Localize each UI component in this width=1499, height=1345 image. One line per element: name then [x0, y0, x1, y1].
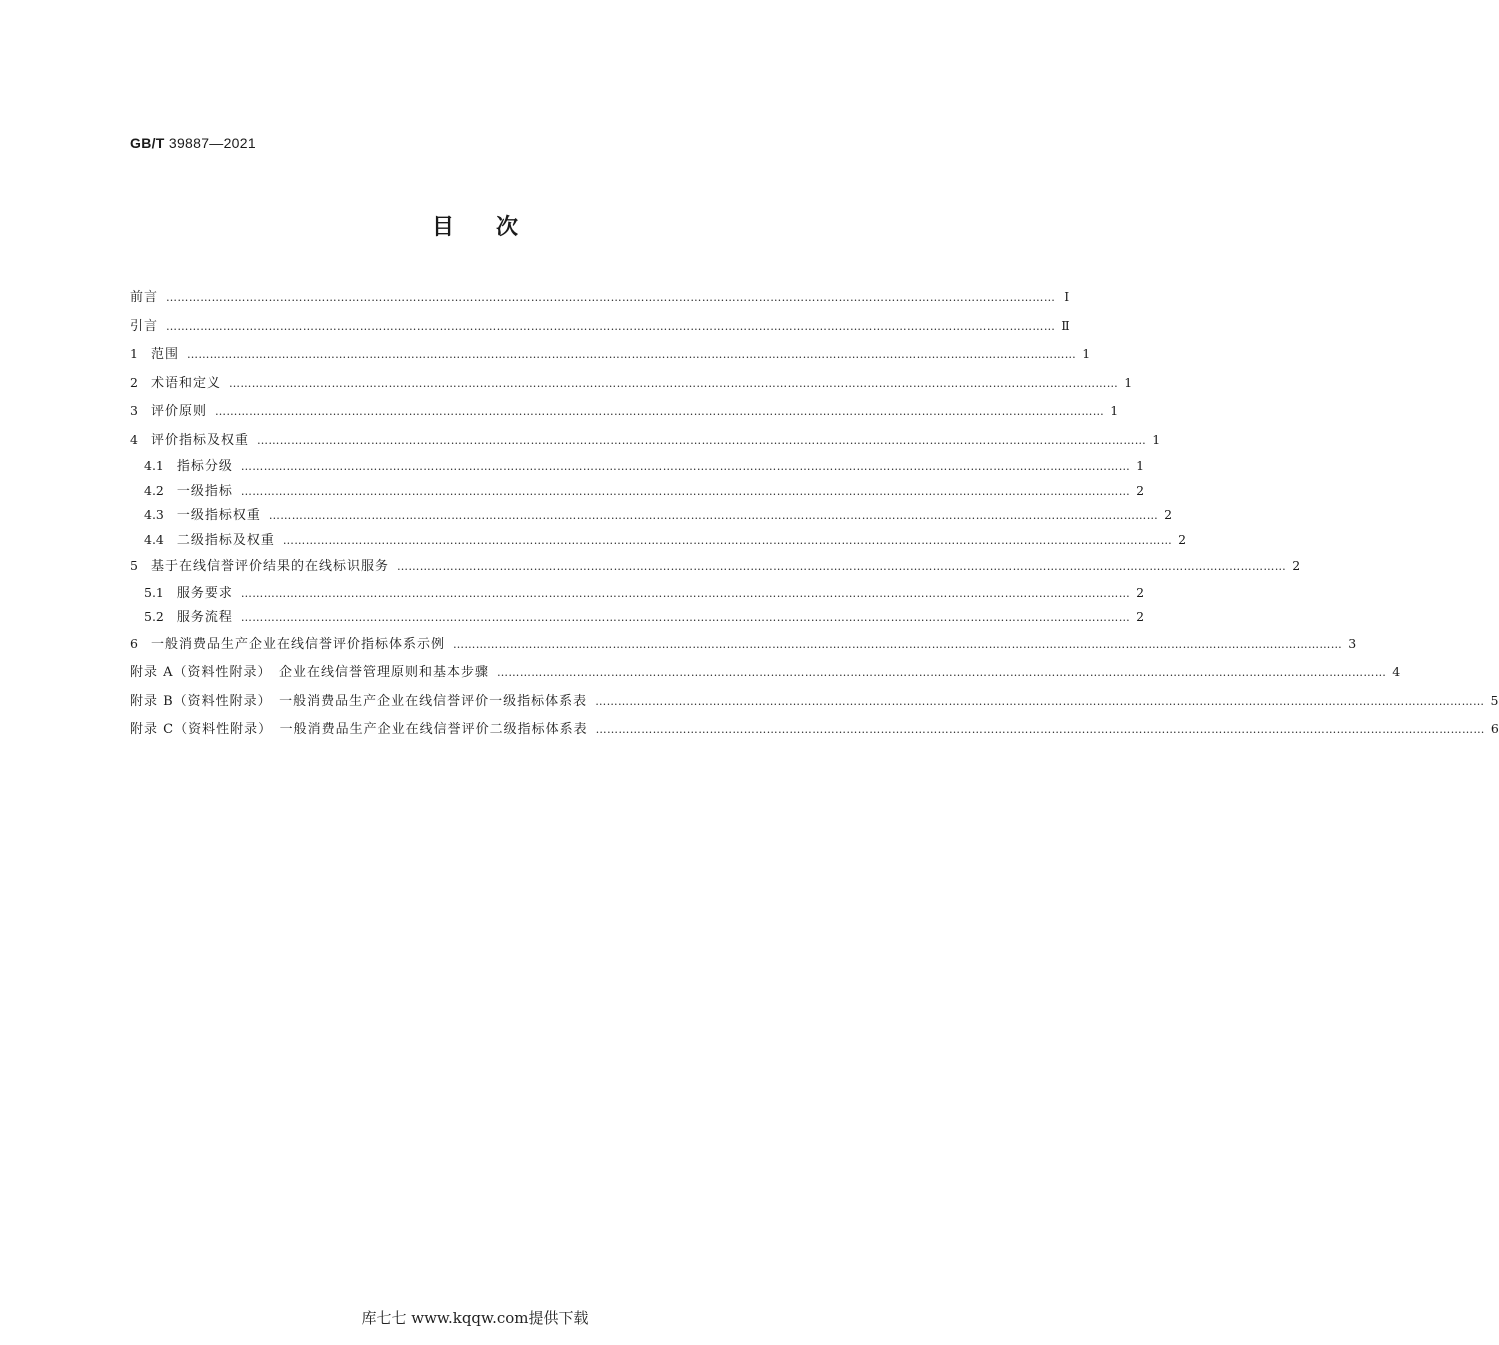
toc-entry[interactable] — [130, 283, 1070, 312]
toc-entry-number: 4.3 — [144, 507, 164, 522]
toc-entry-number: 4.2 — [144, 482, 164, 498]
toc-dot-leader: ……………………………………………………………………………………………………………………………………………………………………………………………………………… — [595, 694, 1485, 708]
toc-entry-label: 范围 — [150, 347, 179, 362]
toc-entry-label: 指标分级 — [176, 459, 233, 474]
toc-entry[interactable] — [130, 528, 1187, 553]
toc-entry[interactable] — [130, 715, 1499, 744]
toc-dot-leader: ……………………………………………………………………………………………………………………………………………………………………………………………………………… — [186, 348, 1077, 361]
toc-entry[interactable] — [130, 552, 1301, 581]
toc-entry-page: 1 — [1110, 403, 1119, 418]
toc-dot-leader: ……………………………………………………………………………………………………………………………………………………………………………………………………………… — [166, 319, 1056, 333]
toc-entry[interactable] — [130, 605, 1145, 630]
toc-entry[interactable] — [130, 658, 1401, 687]
toc-entry[interactable] — [130, 397, 1119, 426]
standard-prefix: GB/T — [130, 135, 165, 151]
toc-dot-leader: ……………………………………………………………………………………………………………………………………………………………………………………………………………… — [240, 611, 1131, 624]
toc-entry[interactable] — [130, 312, 1070, 341]
toc-entry-number: 1 — [130, 346, 138, 361]
toc-dot-leader: ……………………………………………………………………………………………………………………………………………………………………………………………………………… — [256, 433, 1147, 447]
toc-entry-page: 2 — [1164, 507, 1173, 522]
toc-entry[interactable] — [130, 426, 1161, 455]
toc-entry-label: 基于在线信誉评价结果的在线标识服务 — [150, 559, 389, 574]
toc-entry-label: 附录 B（资料性附录） 一般消费品生产企业在线信誉评价一级指标体系表 — [130, 693, 588, 709]
toc-dot-leader: ……………………………………………………………………………………………………………………………………………………………………………………………………………… — [282, 533, 1173, 547]
toc-entry-page: Ⅱ — [1061, 317, 1070, 333]
toc-entry[interactable] — [130, 454, 1145, 479]
toc-entry-page: 3 — [1348, 635, 1357, 651]
toc-entry-label: 评价原则 — [150, 404, 207, 419]
table-of-contents — [130, 283, 1499, 744]
toc-entry-page: 2 — [1136, 584, 1145, 600]
toc-entry-number: 5.2 — [144, 609, 164, 624]
toc-entry-page: 2 — [1136, 609, 1145, 624]
toc-entry[interactable] — [130, 630, 1357, 659]
toc-dot-leader: ……………………………………………………………………………………………………………………………………………………………………………………………………………… — [268, 509, 1159, 522]
toc-entry-label: 引言 — [130, 318, 159, 334]
toc-entry-label: 一级指标权重 — [176, 508, 261, 523]
toc-entry-page: 5 — [1490, 692, 1499, 708]
document-id — [130, 135, 256, 151]
toc-entry-label: 附录 C（资料性附录） 一般消费品生产企业在线信誉评价二级指标体系表 — [130, 722, 588, 737]
toc-entry[interactable] — [130, 340, 1091, 369]
footer-download-note: 库七七 www.kqqw.com提供下载 — [361, 1309, 589, 1327]
toc-dot-leader: ……………………………………………………………………………………………………………………………………………………………………………………………………………… — [497, 666, 1387, 679]
toc-dot-leader: ……………………………………………………………………………………………………………………………………………………………………………………………………………… — [240, 586, 1131, 600]
toc-entry-label: 前言 — [130, 290, 159, 305]
toc-entry[interactable] — [130, 503, 1173, 528]
toc-dot-leader: ……………………………………………………………………………………………………………………………………………………………………………………………………………… — [214, 405, 1105, 418]
toc-entry-page: 1 — [1152, 431, 1161, 447]
toc-entry-label: 附录 A（资料性附录） 企业在线信誉管理原则和基本步骤 — [130, 665, 490, 680]
toc-entry-number: 4.4 — [144, 531, 164, 547]
toc-entry-number: 5 — [130, 558, 138, 573]
toc-entry-page: 1 — [1082, 346, 1091, 361]
toc-dot-leader: ……………………………………………………………………………………………………………………………………………………………………………………………………………… — [452, 637, 1343, 651]
toc-entry-page: Ⅰ — [1064, 289, 1070, 304]
toc-entry-page: 2 — [1136, 482, 1145, 498]
toc-entry-page: 4 — [1392, 664, 1401, 679]
toc-dot-leader: ……………………………………………………………………………………………………………………………………………………………………………………………………………… — [228, 376, 1119, 390]
toc-entry[interactable] — [130, 369, 1133, 398]
toc-dot-leader: ……………………………………………………………………………………………………………………………………………………………………………………………………………… — [240, 484, 1131, 498]
toc-title: 目次 — [431, 215, 560, 240]
toc-entry[interactable] — [130, 581, 1145, 606]
toc-dot-leader: ……………………………………………………………………………………………………………………………………………………………………………………………………………… — [240, 460, 1131, 473]
toc-entry-page: 2 — [1178, 531, 1187, 547]
toc-entry-number: 2 — [130, 374, 138, 390]
toc-entry-page: 1 — [1136, 458, 1145, 473]
toc-entry-label: 一级指标 — [176, 483, 233, 499]
toc-entry-label: 评价指标及权重 — [150, 432, 249, 448]
toc-dot-leader: ……………………………………………………………………………………………………………………………………………………………………………………………………………… — [396, 560, 1287, 573]
toc-entry-label: 术语和定义 — [150, 375, 221, 391]
toc-entry-number: 4.1 — [144, 458, 164, 473]
toc-entry-page: 2 — [1292, 558, 1301, 573]
toc-entry-number: 6 — [130, 635, 138, 651]
toc-entry-label: 二级指标及权重 — [176, 532, 275, 548]
toc-entry-label: 服务要求 — [176, 585, 233, 601]
toc-entry-number: 3 — [130, 403, 138, 418]
toc-entry-number: 4 — [130, 431, 138, 447]
toc-entry[interactable] — [130, 687, 1499, 716]
toc-dot-leader: ……………………………………………………………………………………………………………………………………………………………………………………………………………… — [166, 291, 1056, 304]
toc-entry-label: 服务流程 — [176, 610, 233, 625]
toc-entry-page: 6 — [1490, 721, 1499, 736]
toc-entry[interactable] — [130, 479, 1145, 504]
toc-entry-label: 一般消费品生产企业在线信誉评价指标体系示例 — [150, 636, 445, 652]
standard-number: 39887—2021 — [168, 135, 256, 151]
toc-entry-number: 5.1 — [144, 584, 164, 600]
toc-dot-leader: ……………………………………………………………………………………………………………………………………………………………………………………………………………… — [595, 723, 1485, 736]
toc-entry-page: 1 — [1124, 374, 1133, 390]
